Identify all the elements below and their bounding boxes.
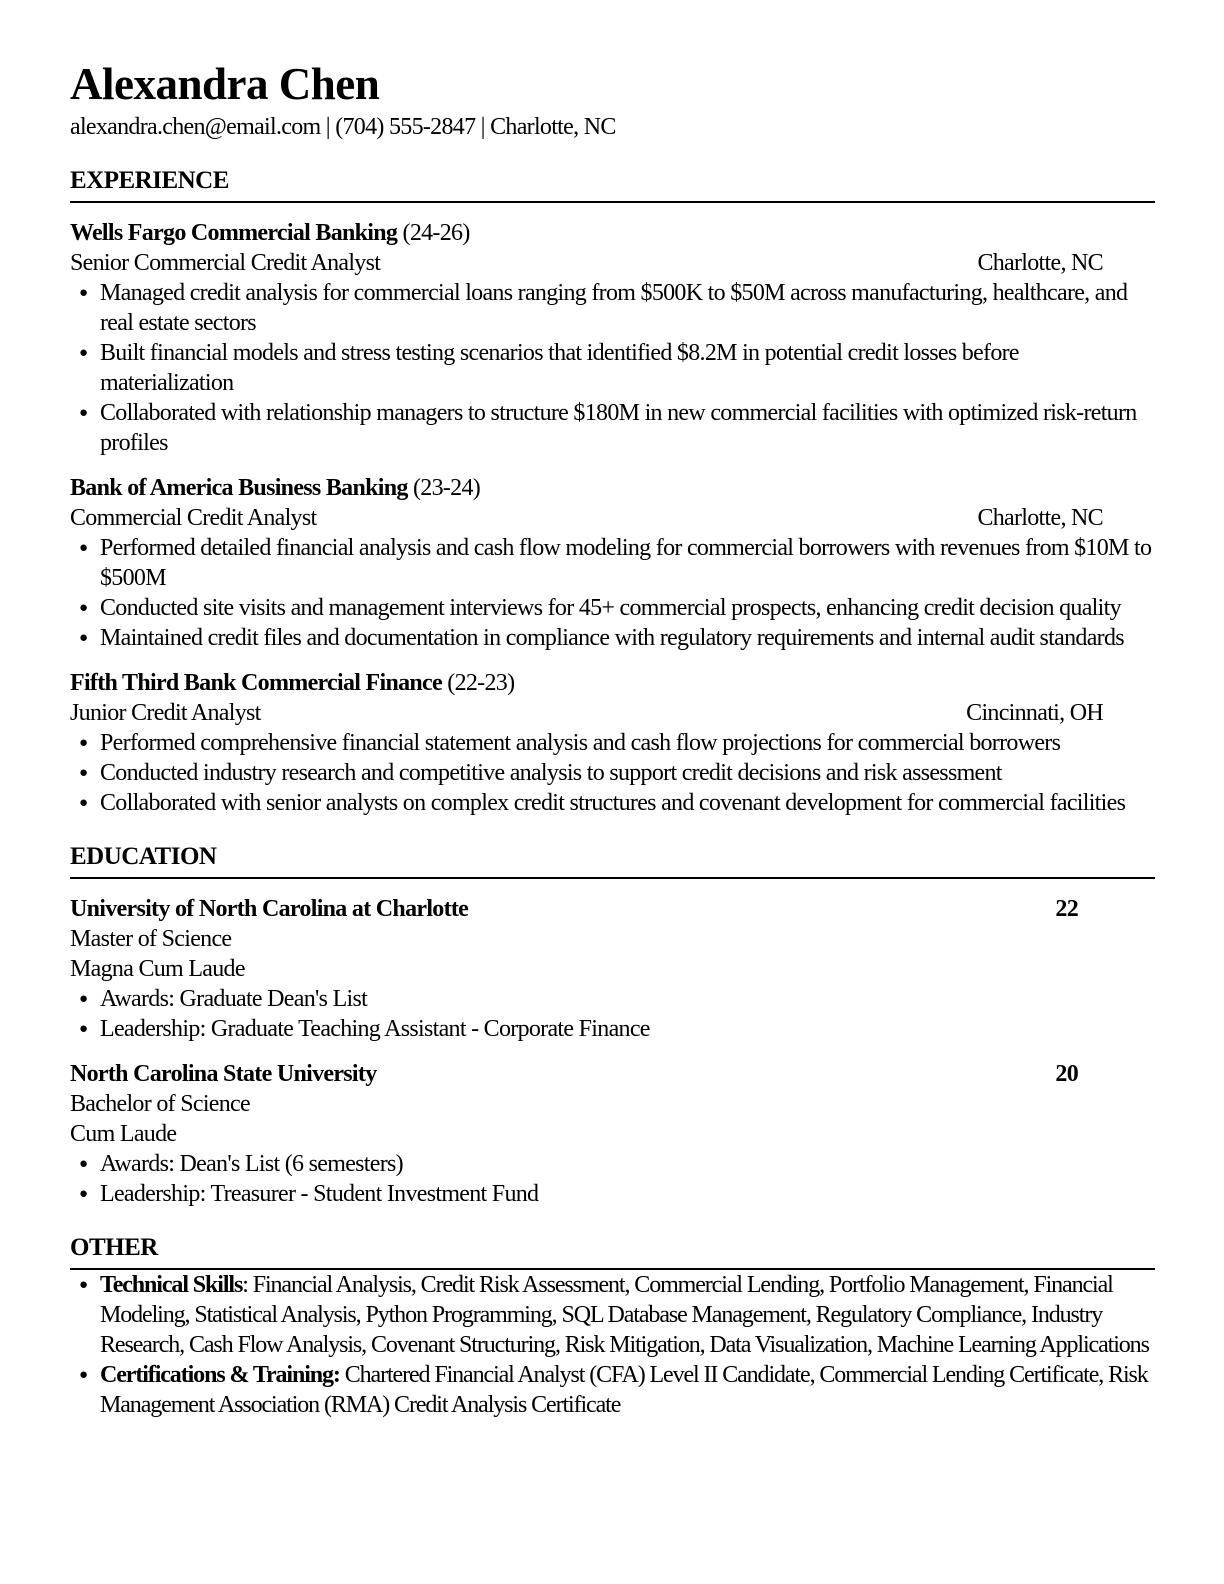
school-entry-nc-state <box>70 1059 1155 1209</box>
company-name: Bank of America Business Banking <box>70 475 408 501</box>
section-heading-education: EDUCATION <box>70 842 1155 879</box>
person-name: Alexandra Chen <box>70 59 380 109</box>
bullet-item: ● Awards: Graduate Dean's List <box>70 984 1155 1014</box>
job-subheader <box>70 698 1155 728</box>
section-heading-experience: EXPERIENCE <box>70 166 1155 203</box>
job-header <box>70 668 1155 698</box>
job-header <box>70 473 1155 503</box>
job-dates: (23-24) <box>413 475 481 501</box>
school-header <box>70 894 1155 924</box>
section-heading-other: OTHER <box>70 1233 1155 1270</box>
job-location: Charlotte, NC <box>977 250 1103 276</box>
school-name: University of North Carolina at Charlotte <box>70 896 469 922</box>
other-section <box>70 1270 1155 1420</box>
job-title: Commercial Credit Analyst <box>70 505 317 531</box>
job-dates: (22-23) <box>447 670 515 696</box>
bullet-item: ● Leadership: Treasurer - Student Investment Fund <box>70 1179 1155 1209</box>
other-item-text: : Financial Analysis, Credit Risk Assessment, Commercial Lending, Portfolio Management, Financial Modeling, Statistical Analysis, Python Programming, SQL Database Management, Regulatory Compliance, Industry Research, Cash Flow Analysis, Covenant Structuring, Risk Mitigation, Data Visualization, Machine Learning Applications <box>100 1272 1149 1358</box>
job-subheader <box>70 503 1155 533</box>
job-bullet-list <box>70 278 1155 458</box>
school-year: 20 <box>1055 1061 1078 1087</box>
education-section <box>70 894 1155 1209</box>
school-year: 22 <box>1055 896 1078 922</box>
other-item-label: Technical Skills <box>100 1272 243 1298</box>
company-name: Fifth Third Bank Commercial Finance <box>70 670 442 696</box>
bullet-item: ● Awards: Dean's List (6 semesters) <box>70 1149 1155 1179</box>
bullet-item: ● Built financial models and stress testing scenarios that identified $8.2M in potential credit losses before materialization <box>70 338 1155 398</box>
job-title: Senior Commercial Credit Analyst <box>70 250 381 276</box>
bullet-item: ● Leadership: Graduate Teaching Assistant - Corporate Finance <box>70 1014 1155 1044</box>
school-header <box>70 1059 1155 1089</box>
bullet-item: ● Maintained credit files and documentation in compliance with regulatory requirements and internal audit standards <box>70 623 1155 653</box>
bullet-item-technical-skills <box>70 1270 1155 1360</box>
bullet-item: ● Conducted site visits and management interviews for 45+ commercial prospects, enhancing credit decision quality <box>70 593 1155 623</box>
job-location: Charlotte, NC <box>977 505 1103 531</box>
school-entry-unc-charlotte <box>70 894 1155 1044</box>
job-bullet-list <box>70 533 1155 653</box>
job-entry-wells-fargo <box>70 218 1155 458</box>
contact-line: alexandra.chen@email.com | (704) 555-2847 | Charlotte, NC <box>70 114 616 140</box>
job-title: Junior Credit Analyst <box>70 700 261 726</box>
job-entry-fifth-third <box>70 668 1155 818</box>
school-honors: Magna Cum Laude <box>70 956 245 982</box>
job-dates: (24-26) <box>402 220 470 246</box>
school-degree: Bachelor of Science <box>70 1091 250 1117</box>
school-degree: Master of Science <box>70 926 232 952</box>
bullet-item: ● Collaborated with relationship managers to structure $180M in new commercial facilities with optimized risk-return profiles <box>70 398 1155 458</box>
job-entry-bank-of-america <box>70 473 1155 653</box>
company-name: Wells Fargo Commercial Banking <box>70 220 398 246</box>
bullet-item: ● Conducted industry research and competitive analysis to support credit decisions and risk assessment <box>70 758 1155 788</box>
other-bullet-list <box>70 1270 1155 1420</box>
bullet-item: ● Performed comprehensive financial statement analysis and cash flow projections for commercial borrowers <box>70 728 1155 758</box>
job-location: Cincinnati, OH <box>966 700 1103 726</box>
school-bullet-list <box>70 1149 1155 1209</box>
bullet-item: ● Performed detailed financial analysis and cash flow modeling for commercial borrowers with revenues from $10M to $500M <box>70 533 1155 593</box>
job-header <box>70 218 1155 248</box>
job-subheader <box>70 248 1155 278</box>
school-honors: Cum Laude <box>70 1121 177 1147</box>
other-item-label: Certifications & Training: <box>100 1362 340 1388</box>
experience-section <box>70 218 1155 818</box>
bullet-item: ● Collaborated with senior analysts on complex credit structures and covenant development for commercial facilities <box>70 788 1155 818</box>
other-item-text: Chartered Financial Analyst (CFA) Level II Candidate, Commercial Lending Certificate, Risk Management Association (RMA) Credit Analysis Certificate <box>100 1362 1148 1418</box>
school-bullet-list <box>70 984 1155 1044</box>
bullet-item-certifications <box>70 1360 1155 1420</box>
job-bullet-list <box>70 728 1155 818</box>
bullet-item: ● Managed credit analysis for commercial loans ranging from $500K to $50M across manufacturing, healthcare, and real estate sectors <box>70 278 1155 338</box>
school-name: North Carolina State University <box>70 1061 377 1087</box>
